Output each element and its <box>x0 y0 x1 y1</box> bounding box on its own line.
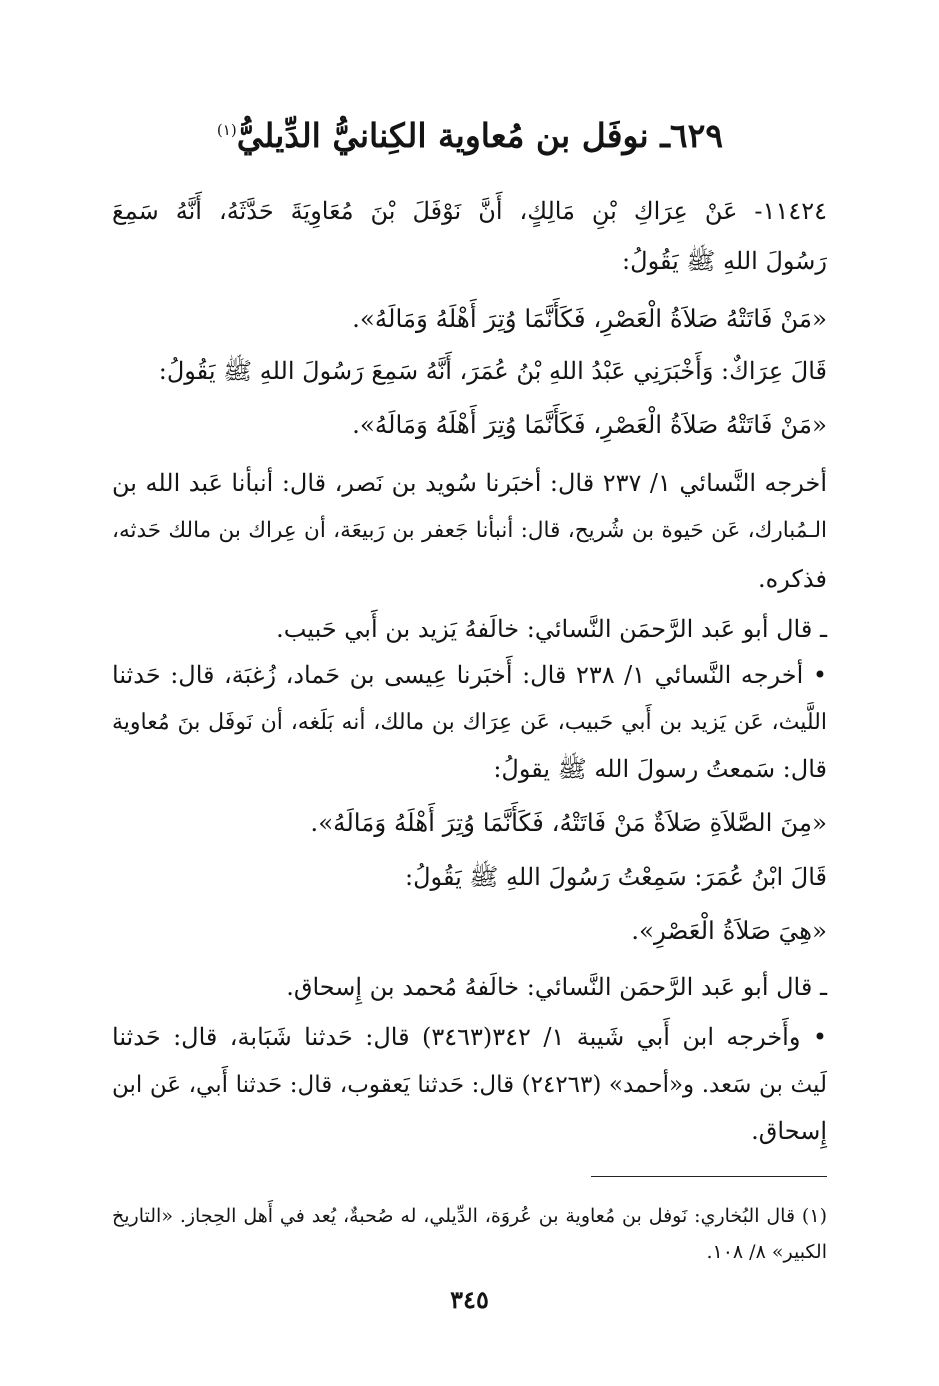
hadith-line: رَسُولَ اللهِ ﷺ يَقُولُ: <box>622 247 827 275</box>
takhrij-note: ـ قال أبو عَبد الرَّحمَن النَّسائي: خالَفهُ مُحمد بن إِسحاق. <box>286 973 827 1001</box>
heading-footnote-ref: (١) <box>216 121 237 139</box>
takhrij-line: أخرجه النَّسائي ١/ ٢٣٧ قال: أخبَرنا سُويد بن نَصر، قال: أنبأنا عَبد الله بن <box>112 469 828 497</box>
hadith-line: ١١٤٢٤- عَنْ عِرَاكِ بْنِ مَالِكٍ، أَنَّ نَوْفَلَ بْنَ مُعَاوِيَةَ حَدَّثَهُ، أَنَّهُ سَمِعَ <box>112 197 827 225</box>
takhrij-line: • وأَخرجه ابن أَبي شَيبة ١/ ٣٤٢(٣٤٦٣) قال: حَدثنا شَبَابة، قال: حَدثنا <box>112 1023 827 1051</box>
takhrij-line: قال: سَمعتُ رسولَ الله ﷺ يقولُ: <box>493 755 827 783</box>
takhrij-line: اللَّيث، عَن يَزيد بن أَبي حَبيب، عَن عِرَاك بن مالك، أنه بَلَغه، أن نَوفَل بنَ مُعاوية <box>112 710 827 735</box>
page-number: ٣٤٥ <box>450 1285 489 1314</box>
hadith-quote: «مِنَ الصَّلاَةِ صَلاَةٌ مَنْ فَاتَتْهُ، فَكَأَنَّمَا وُتِرَ أَهْلَهُ وَمَالَهُ». <box>310 808 827 837</box>
hadith-line: قَالَ ابْنُ عُمَرَ: سَمِعْتُ رَسُولَ اللهِ ﷺ يَقُولُ: <box>405 863 827 891</box>
takhrij-note: ـ قال أبو عَبد الرَّحمَن النَّسائي: خالَفهُ يَزيد بن أَبي حَبيب. <box>276 615 827 643</box>
chapter-heading <box>150 100 790 166</box>
takhrij-line: إِسحاق. <box>751 1117 827 1145</box>
takhrij-line: • أخرجه النَّسائي ١/ ٢٣٨ قال: أَخبَرنا عِيسى بن حَماد، زُغبَة، قال: حَدثنا <box>112 661 827 689</box>
footnote-line: الكبير» ٨/ ١٠٨. <box>706 1241 827 1263</box>
hadith-quote: «هِيَ صَلاَةُ الْعَصْرِ». <box>631 916 827 945</box>
hadith-quote: «مَنْ فَاتَتْهُ صَلاَةُ الْعَصْرِ، فَكَأَنَّمَا وُتِرَ أَهْلَهُ وَمَالَهُ». <box>352 304 827 333</box>
hadith-line: قَالَ عِرَاكٌ: وَأَخْبَرَنِي عَبْدُ اللهِ بْنُ عُمَرَ، أَنَّهُ سَمِعَ رَسُولَ اللهِ ﷺ يَقُولُ: <box>158 357 827 385</box>
takhrij-line: الـمُبارك، عَن حَيوة بن شُريح، قال: أنبأنا جَعفر بن رَبيعَة، أن عِراك بن مالك حَدثه، <box>112 518 827 543</box>
takhrij-line: فذكره. <box>758 565 827 593</box>
footnote-line: (١) قال البُخاري: نَوفل بن مُعاوية بن عُروَة، الدِّيلي، له صُحبةٌ، يُعد في أَهل الحِجاز. «التاريخ <box>112 1205 827 1227</box>
footnote-separator <box>591 1176 827 1177</box>
heading-title: ٦٢٩ـ نوفَل بن مُعاوية الكِنانيُّ الدِّيليُّ <box>236 116 724 155</box>
takhrij-line: لَيث بن سَعد. و«أحمد» (٢٤٢٦٣) قال: حَدثنا يَعقوب، قال: حَدثنا أَبي، عَن ابن <box>112 1072 827 1098</box>
hadith-quote: «مَنْ فَاتَتْهُ صَلاَةُ الْعَصْرِ، فَكَأَنَّمَا وُتِرَ أَهْلَهُ وَمَالَهُ». <box>352 410 827 439</box>
